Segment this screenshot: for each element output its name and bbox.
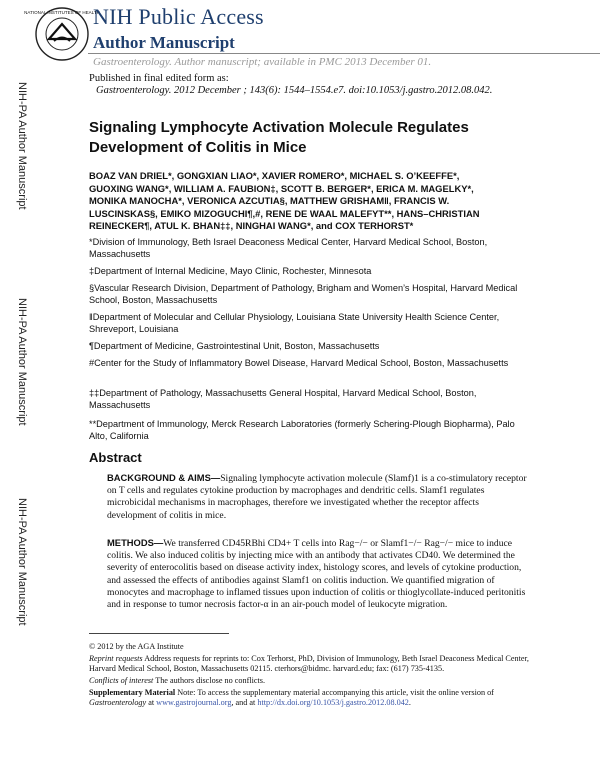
- published-in-label: Published in final edited form as:: [89, 73, 229, 84]
- seal-text: NATIONAL INSTITUTES OF HEALTH: [24, 10, 100, 15]
- abstract-background: [107, 472, 527, 522]
- background-label: BACKGROUND & AIMS—: [107, 472, 221, 483]
- supp-connector: at: [146, 698, 157, 708]
- affiliation: #Center for the Study of Inflammatory Bowel Disease, Harvard Medical School, Boston, Massachusetts: [89, 358, 509, 368]
- article-title: [89, 118, 549, 158]
- methods-text: We transferred CD45RBhi CD4+ T cells into Rag−/− or Slamf1−/− Rag−/− mice to induce colitis. We also induced colitis by injecting mice with an antibody that activates CD40. We determined the severity of enterocolitis based on disease activity index, histology scores, and levels of cytokine production, and assessed the effects of antibodies against Slamf1 on colitis induction. We quantified migration of monocytes and macrophage to inflamed tissues upon induction of colitis or thioglycollate-induced peritonitis and in response to tumor necrosis factor-α in an air-pouch model of leukocyte migration.: [107, 538, 526, 611]
- author-line: LUSCINSKAS§, EMIKO MIZOGUCHI¶,#, RENE DE WAAL MALEFYT**, HANS–CHRISTIAN: [89, 207, 480, 219]
- copyright-line: © 2012 by the AGA Institute: [89, 642, 184, 651]
- journal-availability-note: Gastroenterology. Author manuscript; available in PMC 2013 December 01.: [93, 56, 432, 68]
- title-line-1: Signaling Lymphocyte Activation Molecule Regulates: [89, 119, 469, 136]
- header-subtitle: Author Manuscript: [93, 33, 235, 52]
- author-line: REINECKER¶, ATUL K. BHAN‡‡, NINGHAI WANG*, and COX TERHORST*: [89, 220, 414, 232]
- conflicts-text: The authors disclose no conflicts.: [155, 676, 266, 685]
- affiliation: ‡‡Department of Pathology, Massachusetts General Hospital, Harvard Medical School, Boston, Massachusetts: [89, 388, 477, 410]
- sidebar-label-bottom: NIH-PA Author Manuscript: [16, 498, 28, 626]
- supp-text: Note: To access the supplementary material accompanying this article, visit the online version of: [177, 688, 494, 697]
- doi-link[interactable]: http://dx.doi.org/10.1053/j.gastro.2012.08.042: [257, 698, 409, 708]
- reprint-text: Address requests for reprints to: Cox Terhorst, PhD, Division of Immunology, Beth Israel Deaconess Medical Center, Harvard Medical School, Boston, Massachusetts 02115. cterhors@bidmc. harvard.edu; fax: (617) 735-4135.: [89, 654, 529, 674]
- supp-label: Supplementary Material: [89, 688, 176, 697]
- author-line: MONIKA MANOCHA*, VERONICA AZCUTIA§, MATTHEW GRISHAM‖, FRANCIS W.: [89, 195, 450, 207]
- author-line: BOAZ VAN DRIEL*, GONGXIAN LIAO*, XAVIER ROMERO*, MICHAEL S. O’KEEFFE*,: [89, 170, 460, 181]
- methods-label: METHODS—: [107, 537, 164, 548]
- sidebar-label-top: NIH-PA Author Manuscript: [16, 82, 28, 210]
- citation-line: [96, 85, 492, 96]
- conflicts-of-interest: [89, 676, 529, 686]
- nih-seal-logo: [24, 6, 100, 62]
- reprint-label: Reprint requests: [89, 654, 143, 663]
- reprint-requests: [89, 654, 529, 675]
- affiliation: **Department of Immunology, Merck Research Laboratories (formerly Schering-Plough Biopharma), Palo Alto, California: [89, 419, 515, 441]
- sidebar-label-middle: NIH-PA Author Manuscript: [16, 298, 28, 426]
- journal-website-link[interactable]: www.gastrojournal.org: [156, 698, 232, 708]
- abstract-methods: [107, 537, 527, 611]
- header-divider: [88, 53, 600, 54]
- author-line: GUOXING WANG*, WILLIAM A. FAUBION‡, SCOTT B. BERGER*, ERICA M. MAGELKY*,: [89, 182, 474, 194]
- supp-connector: , and at: [231, 698, 258, 708]
- header-title: NIH Public Access: [93, 4, 264, 29]
- affiliation: ¶Department of Medicine, Gastrointestinal Unit, Boston, Massachusetts: [89, 341, 380, 351]
- supplementary-material: [89, 688, 529, 709]
- supp-journal: Gastroenterology: [89, 698, 147, 708]
- author-list: [89, 170, 519, 233]
- affiliation: §Vascular Research Division, Department of Pathology, Brigham and Women’s Hospital, Harvard Medical School, Boston, Massachusetts: [89, 283, 518, 305]
- citation-text: Gastroenterology. 2012 December ; 143(6): 1544–1554.e7. doi:10.1053/j.gastro.2012.08.042.: [96, 85, 493, 96]
- supp-end: .: [408, 698, 411, 708]
- conflicts-label: Conflicts of interest: [89, 676, 154, 685]
- affiliation: ‡Department of Internal Medicine, Mayo Clinic, Rochester, Minnesota: [89, 266, 372, 276]
- affiliation: ‖Department of Molecular and Cellular Physiology, Louisiana State University Health Science Center, Shreveport, Louisiana: [89, 312, 500, 334]
- title-line-2: Development of Colitis in Mice: [89, 139, 307, 156]
- affiliation: *Division of Immunology, Beth Israel Deaconess Medical Center, Harvard Medical School, Boston, Massachusetts: [89, 237, 488, 259]
- footnote-divider: [89, 633, 229, 634]
- abstract-heading: Abstract: [89, 450, 142, 465]
- background-text: Signaling lymphocyte activation molecule (Slamf)1 is a co-stimulatory receptor on T cells and regulates cytokine production by macrophages and dendritic cells. Slamf1 regulates microbicidal mechanisms in macrophages, therefore we investigated whether the receptor affects development of colitis in mice.: [107, 473, 527, 521]
